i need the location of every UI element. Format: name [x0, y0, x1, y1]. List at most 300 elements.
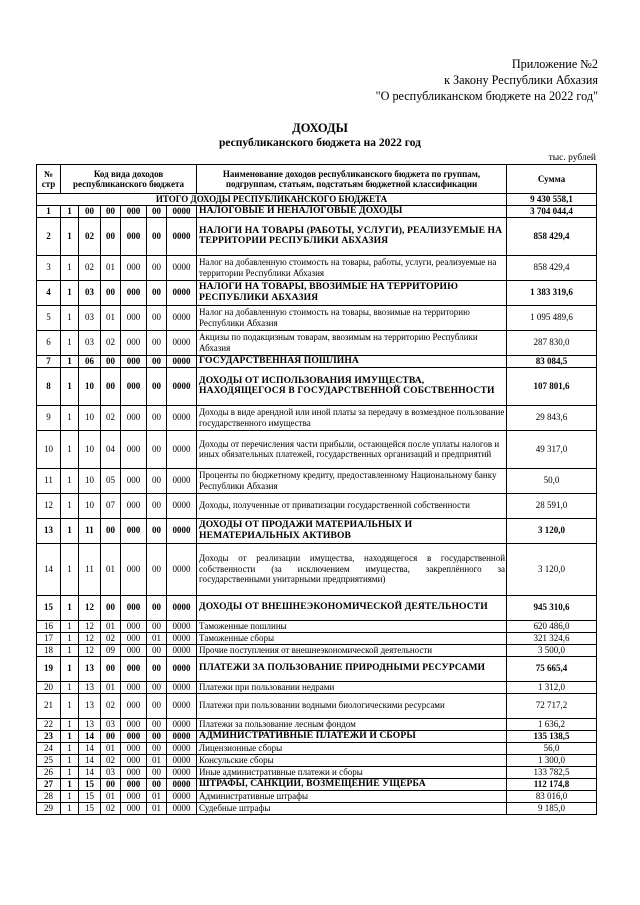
code-part-6: 0000: [167, 778, 197, 790]
revenue-sum: 72 717,2: [507, 693, 597, 718]
code-part-4: 000: [121, 620, 147, 632]
code-part-3: 01: [101, 255, 121, 280]
code-part-2: 13: [79, 681, 101, 693]
code-part-2: 12: [79, 632, 101, 644]
revenue-name: Лицензионные сборы: [197, 742, 507, 754]
code-part-5: 00: [147, 718, 167, 730]
code-part-1: 1: [61, 656, 79, 681]
table-row: [37, 790, 597, 802]
row-number: 3: [37, 255, 61, 280]
code-part-6: 0000: [167, 766, 197, 778]
code-part-3: 05: [101, 468, 121, 493]
code-part-3: 07: [101, 493, 121, 518]
table-row: [37, 280, 597, 305]
code-part-4: 000: [121, 802, 147, 814]
revenue-sum: 858 429,4: [507, 255, 597, 280]
code-part-5: 00: [147, 518, 167, 543]
code-part-2: 14: [79, 742, 101, 754]
code-part-4: 000: [121, 543, 147, 595]
table-row: [37, 754, 597, 766]
code-part-5: 00: [147, 620, 167, 632]
row-number: 21: [37, 693, 61, 718]
code-part-3: 02: [101, 330, 121, 355]
code-part-1: 1: [61, 543, 79, 595]
revenue-sum: 620 486,0: [507, 620, 597, 632]
row-number: 20: [37, 681, 61, 693]
code-part-6: 0000: [167, 693, 197, 718]
code-part-5: 00: [147, 644, 167, 656]
revenue-name: Платежи при пользовании недрами: [197, 681, 507, 693]
code-part-2: 11: [79, 543, 101, 595]
header-sum: Сумма: [507, 165, 597, 194]
code-part-3: 02: [101, 405, 121, 430]
code-part-6: 0000: [167, 802, 197, 814]
code-part-4: 000: [121, 656, 147, 681]
revenue-name: Таможенные сборы: [197, 632, 507, 644]
header-code: Код вида доходов республиканского бюджета: [61, 165, 197, 194]
code-part-6: 0000: [167, 754, 197, 766]
row-number: 11: [37, 468, 61, 493]
revenue-sum: 75 665,4: [507, 656, 597, 681]
code-part-3: 00: [101, 778, 121, 790]
row-number: 18: [37, 644, 61, 656]
table-row: [37, 595, 597, 620]
table-row: [37, 330, 597, 355]
code-part-6: 0000: [167, 644, 197, 656]
code-part-1: 1: [61, 632, 79, 644]
code-part-4: 000: [121, 730, 147, 742]
code-part-4: 000: [121, 518, 147, 543]
code-part-1: 1: [61, 430, 79, 468]
row-number: 17: [37, 632, 61, 644]
revenue-name: Доходы в виде арендной или иной платы за передачу в возмездное пользование государственного имущества: [197, 405, 507, 430]
code-part-2: 15: [79, 790, 101, 802]
code-part-4: 000: [121, 778, 147, 790]
code-part-6: 0000: [167, 280, 197, 305]
code-part-5: 00: [147, 681, 167, 693]
code-part-5: 00: [147, 280, 167, 305]
revenue-name: Прочие поступления от внешнеэкономической деятельности: [197, 644, 507, 656]
code-part-4: 000: [121, 367, 147, 405]
revenue-sum: 287 830,0: [507, 330, 597, 355]
code-part-4: 000: [121, 742, 147, 754]
revenue-name: Судебные штрафы: [197, 802, 507, 814]
code-part-4: 000: [121, 718, 147, 730]
revenue-name: Проценты по бюджетному кредиту, предоставленному Национальному банку Республики Абхазия: [197, 468, 507, 493]
code-part-2: 12: [79, 620, 101, 632]
table-row: [37, 693, 597, 718]
code-part-3: 00: [101, 595, 121, 620]
total-name: ИТОГО ДОХОДЫ РЕСПУБЛИКАНСКОГО БЮДЖЕТА: [37, 194, 507, 206]
table-row: [37, 493, 597, 518]
code-part-5: 00: [147, 205, 167, 217]
revenue-sum: 29 843,6: [507, 405, 597, 430]
revenue-sum: 858 429,4: [507, 217, 597, 255]
revenue-name: ШТРАФЫ, САНКЦИИ, ВОЗМЕЩЕНИЕ УЩЕРБА: [197, 778, 507, 790]
code-part-3: 00: [101, 280, 121, 305]
code-part-6: 0000: [167, 681, 197, 693]
code-part-6: 0000: [167, 430, 197, 468]
table-row: [37, 730, 597, 742]
code-part-5: 00: [147, 255, 167, 280]
revenue-sum: 1 312,0: [507, 681, 597, 693]
code-part-2: 02: [79, 255, 101, 280]
code-part-1: 1: [61, 255, 79, 280]
code-part-4: 000: [121, 430, 147, 468]
appendix-line-2: к Закону Республики Абхазия: [444, 73, 598, 87]
code-part-1: 1: [61, 280, 79, 305]
code-part-4: 000: [121, 693, 147, 718]
code-part-2: 11: [79, 518, 101, 543]
code-part-2: 06: [79, 355, 101, 367]
revenue-name: Платежи за пользование лесным фондом: [197, 718, 507, 730]
revenue-name: НАЛОГИ НА ТОВАРЫ, ВВОЗИМЫЕ НА ТЕРРИТОРИЮ РЕСПУБЛИКИ АБХАЗИЯ: [197, 280, 507, 305]
revenue-sum: 321 324,6: [507, 632, 597, 644]
code-part-5: 00: [147, 217, 167, 255]
table-row: [37, 620, 597, 632]
code-part-3: 00: [101, 205, 121, 217]
code-part-2: 00: [79, 205, 101, 217]
code-part-1: 1: [61, 217, 79, 255]
table-row: [37, 255, 597, 280]
code-part-4: 000: [121, 754, 147, 766]
code-part-6: 0000: [167, 255, 197, 280]
revenue-sum: 9 185,0: [507, 802, 597, 814]
revenue-name: Налог на добавленную стоимость на товары, ввозимые на территорию Республики Абхазия: [197, 305, 507, 330]
row-number: 25: [37, 754, 61, 766]
appendix-line-1: Приложение №2: [511, 57, 598, 71]
code-part-1: 1: [61, 620, 79, 632]
code-part-2: 14: [79, 730, 101, 742]
code-part-5: 00: [147, 656, 167, 681]
table-row: [37, 430, 597, 468]
code-part-2: 15: [79, 778, 101, 790]
revenue-name: ДОХОДЫ ОТ ПРОДАЖИ МАТЕРИАЛЬНЫХ И НЕМАТЕРИАЛЬНЫХ АКТИВОВ: [197, 518, 507, 543]
code-part-4: 000: [121, 632, 147, 644]
row-number: 1: [37, 205, 61, 217]
code-part-1: 1: [61, 330, 79, 355]
code-part-1: 1: [61, 367, 79, 405]
row-number: 8: [37, 367, 61, 405]
table-row: [37, 305, 597, 330]
table-row: [37, 205, 597, 217]
code-part-6: 0000: [167, 730, 197, 742]
revenue-name: ДОХОДЫ ОТ ИСПОЛЬЗОВАНИЯ ИМУЩЕСТВА, НАХОДЯЩЕГОСЯ В ГОСУДАРСТВЕННОЙ СОБСТВЕННОСТИ: [197, 367, 507, 405]
code-part-3: 00: [101, 730, 121, 742]
row-number: 28: [37, 790, 61, 802]
code-part-5: 00: [147, 778, 167, 790]
code-part-6: 0000: [167, 790, 197, 802]
code-part-6: 0000: [167, 330, 197, 355]
revenue-sum: 49 317,0: [507, 430, 597, 468]
document-title: ДОХОДЫ: [292, 121, 348, 135]
revenue-name: Доходы, полученные от приватизации государственной собственности: [197, 493, 507, 518]
revenue-sum: 945 310,6: [507, 595, 597, 620]
revenue-table: [36, 164, 597, 815]
code-part-4: 000: [121, 405, 147, 430]
code-part-3: 01: [101, 790, 121, 802]
code-part-4: 000: [121, 493, 147, 518]
code-part-6: 0000: [167, 632, 197, 644]
row-number: 14: [37, 543, 61, 595]
revenue-sum: 3 704 044,4: [507, 205, 597, 217]
code-part-1: 1: [61, 790, 79, 802]
code-part-4: 000: [121, 468, 147, 493]
table-row: [37, 468, 597, 493]
code-part-2: 12: [79, 644, 101, 656]
code-part-5: 00: [147, 730, 167, 742]
table-row: [37, 355, 597, 367]
revenue-name: НАЛОГОВЫЕ И НЕНАЛОГОВЫЕ ДОХОДЫ: [197, 205, 507, 217]
revenue-name: Доходы от реализации имущества, находящегося в государственной собственности (за исключением имущества, закреплённого за государственными унитарными предприятиями): [197, 543, 507, 595]
code-part-6: 0000: [167, 742, 197, 754]
code-part-6: 0000: [167, 543, 197, 595]
code-part-1: 1: [61, 778, 79, 790]
row-number: 13: [37, 518, 61, 543]
code-part-3: 00: [101, 656, 121, 681]
code-part-5: 00: [147, 405, 167, 430]
code-part-2: 02: [79, 217, 101, 255]
table-row: [37, 742, 597, 754]
code-part-3: 00: [101, 355, 121, 367]
revenue-sum: 3 120,0: [507, 543, 597, 595]
table-row: [37, 656, 597, 681]
code-part-5: 00: [147, 742, 167, 754]
code-part-3: 04: [101, 430, 121, 468]
code-part-3: 02: [101, 693, 121, 718]
revenue-name: ГОСУДАРСТВЕННАЯ ПОШЛИНА: [197, 355, 507, 367]
code-part-2: 14: [79, 754, 101, 766]
code-part-4: 000: [121, 355, 147, 367]
code-part-5: 00: [147, 367, 167, 405]
code-part-3: 01: [101, 742, 121, 754]
row-number: 22: [37, 718, 61, 730]
row-number: 4: [37, 280, 61, 305]
code-part-4: 000: [121, 280, 147, 305]
appendix-line-3: "О республиканском бюджете на 2022 год": [375, 89, 598, 103]
code-part-3: 01: [101, 543, 121, 595]
revenue-name: ПЛАТЕЖИ ЗА ПОЛЬЗОВАНИЕ ПРИРОДНЫМИ РЕСУРСАМИ: [197, 656, 507, 681]
revenue-name: НАЛОГИ НА ТОВАРЫ (РАБОТЫ, УСЛУГИ), РЕАЛИЗУЕМЫЕ НА ТЕРРИТОРИИ РЕСПУБЛИКИ АБХАЗИЯ: [197, 217, 507, 255]
code-part-1: 1: [61, 205, 79, 217]
total-sum: 9 430 558,1: [507, 194, 597, 206]
table-row: [37, 518, 597, 543]
code-part-6: 0000: [167, 493, 197, 518]
document-subtitle: республиканского бюджета на 2022 год: [219, 137, 421, 149]
code-part-6: 0000: [167, 367, 197, 405]
code-part-3: 00: [101, 367, 121, 405]
code-part-1: 1: [61, 681, 79, 693]
row-number: 24: [37, 742, 61, 754]
code-part-3: 02: [101, 754, 121, 766]
appendix-note: [376, 56, 598, 104]
code-part-2: 10: [79, 493, 101, 518]
code-part-3: 00: [101, 518, 121, 543]
row-number: 19: [37, 656, 61, 681]
revenue-sum: 112 174,8: [507, 778, 597, 790]
code-part-1: 1: [61, 518, 79, 543]
code-part-3: 03: [101, 718, 121, 730]
code-part-6: 0000: [167, 595, 197, 620]
revenue-name: Административные штрафы: [197, 790, 507, 802]
code-part-3: 01: [101, 681, 121, 693]
revenue-sum: 135 138,5: [507, 730, 597, 742]
code-part-1: 1: [61, 355, 79, 367]
revenue-sum: 83 016,0: [507, 790, 597, 802]
code-part-1: 1: [61, 468, 79, 493]
total-row: [37, 194, 597, 206]
row-number: 16: [37, 620, 61, 632]
table-row: [37, 644, 597, 656]
table-row: [37, 718, 597, 730]
code-part-2: 12: [79, 595, 101, 620]
revenue-name: Доходы от перечисления части прибыли, остающейся после уплаты налогов и иных обязательных платежей, государственных организаций и предприятий: [197, 430, 507, 468]
revenue-name: Консульские сборы: [197, 754, 507, 766]
code-part-5: 00: [147, 766, 167, 778]
code-part-5: 01: [147, 790, 167, 802]
table-row: [37, 405, 597, 430]
code-part-1: 1: [61, 718, 79, 730]
table-row: [37, 543, 597, 595]
revenue-name: Платежи при пользовании водными биологическими ресурсами: [197, 693, 507, 718]
code-part-3: 01: [101, 620, 121, 632]
code-part-6: 0000: [167, 468, 197, 493]
code-part-1: 1: [61, 766, 79, 778]
row-number: 23: [37, 730, 61, 742]
code-part-4: 000: [121, 205, 147, 217]
code-part-1: 1: [61, 644, 79, 656]
code-part-4: 000: [121, 330, 147, 355]
revenue-sum: 83 084,5: [507, 355, 597, 367]
code-part-3: 02: [101, 802, 121, 814]
code-part-2: 13: [79, 656, 101, 681]
revenue-sum: 50,0: [507, 468, 597, 493]
code-part-2: 03: [79, 280, 101, 305]
revenue-name: Налог на добавленную стоимость на товары, работы, услуги, реализуемые на территории Республики Абхазия: [197, 255, 507, 280]
code-part-2: 13: [79, 718, 101, 730]
row-number: 6: [37, 330, 61, 355]
code-part-6: 0000: [167, 217, 197, 255]
header-num: № стр: [37, 165, 61, 194]
code-part-6: 0000: [167, 656, 197, 681]
revenue-sum: 133 782,5: [507, 766, 597, 778]
code-part-4: 000: [121, 681, 147, 693]
unit-label: тыс. рублей: [548, 153, 596, 163]
code-part-1: 1: [61, 595, 79, 620]
code-part-2: 13: [79, 693, 101, 718]
revenue-sum: 1 300,0: [507, 754, 597, 766]
table-row: [37, 217, 597, 255]
code-part-1: 1: [61, 802, 79, 814]
code-part-6: 0000: [167, 355, 197, 367]
code-part-2: 14: [79, 766, 101, 778]
code-part-2: 10: [79, 430, 101, 468]
code-part-4: 000: [121, 644, 147, 656]
header-name: Наименование доходов республиканского бюджета по группам, подгруппам, статьям, подстатьям бюджетной классификации: [197, 165, 507, 194]
revenue-name: Акцизы по подакцизным товарам, ввозимым на территорию Республики Абхазия: [197, 330, 507, 355]
revenue-name: Таможенные пошлины: [197, 620, 507, 632]
row-number: 27: [37, 778, 61, 790]
code-part-1: 1: [61, 493, 79, 518]
code-part-5: 01: [147, 632, 167, 644]
code-part-3: 02: [101, 632, 121, 644]
table-row: [37, 632, 597, 644]
code-part-2: 03: [79, 330, 101, 355]
code-part-5: 00: [147, 693, 167, 718]
code-part-3: 01: [101, 305, 121, 330]
code-part-5: 00: [147, 468, 167, 493]
row-number: 29: [37, 802, 61, 814]
table-row: [37, 367, 597, 405]
code-part-1: 1: [61, 693, 79, 718]
revenue-sum: 3 500,0: [507, 644, 597, 656]
code-part-4: 000: [121, 255, 147, 280]
code-part-6: 0000: [167, 620, 197, 632]
code-part-5: 00: [147, 430, 167, 468]
code-part-5: 00: [147, 330, 167, 355]
row-number: 10: [37, 430, 61, 468]
revenue-sum: 28 591,0: [507, 493, 597, 518]
code-part-6: 0000: [167, 305, 197, 330]
code-part-5: 01: [147, 754, 167, 766]
revenue-sum: 1 636,2: [507, 718, 597, 730]
code-part-2: 15: [79, 802, 101, 814]
code-part-4: 000: [121, 790, 147, 802]
code-part-2: 03: [79, 305, 101, 330]
code-part-5: 00: [147, 493, 167, 518]
code-part-6: 0000: [167, 205, 197, 217]
code-part-1: 1: [61, 742, 79, 754]
revenue-sum: 56,0: [507, 742, 597, 754]
code-part-4: 000: [121, 595, 147, 620]
code-part-3: 09: [101, 644, 121, 656]
revenue-name: ДОХОДЫ ОТ ВНЕШНЕЭКОНОМИЧЕСКОЙ ДЕЯТЕЛЬНОСТИ: [197, 595, 507, 620]
row-number: 2: [37, 217, 61, 255]
row-number: 7: [37, 355, 61, 367]
revenue-sum: 3 120,0: [507, 518, 597, 543]
code-part-4: 000: [121, 217, 147, 255]
row-number: 9: [37, 405, 61, 430]
code-part-2: 10: [79, 405, 101, 430]
code-part-2: 10: [79, 468, 101, 493]
table-row: [37, 802, 597, 814]
revenue-name: Иные административные платежи и сборы: [197, 766, 507, 778]
code-part-5: 00: [147, 355, 167, 367]
code-part-1: 1: [61, 305, 79, 330]
code-part-5: 00: [147, 595, 167, 620]
revenue-name: АДМИНИСТРАТИВНЫЕ ПЛАТЕЖИ И СБОРЫ: [197, 730, 507, 742]
code-part-4: 000: [121, 305, 147, 330]
revenue-sum: 1 383 319,6: [507, 280, 597, 305]
row-number: 26: [37, 766, 61, 778]
code-part-3: 00: [101, 217, 121, 255]
code-part-3: 03: [101, 766, 121, 778]
code-part-5: 00: [147, 305, 167, 330]
code-part-6: 0000: [167, 405, 197, 430]
row-number: 5: [37, 305, 61, 330]
revenue-sum: 1 095 489,6: [507, 305, 597, 330]
code-part-4: 000: [121, 766, 147, 778]
table-row: [37, 766, 597, 778]
table-row: [37, 778, 597, 790]
code-part-1: 1: [61, 405, 79, 430]
code-part-6: 0000: [167, 518, 197, 543]
code-part-5: 00: [147, 543, 167, 595]
code-part-5: 01: [147, 802, 167, 814]
code-part-2: 10: [79, 367, 101, 405]
code-part-1: 1: [61, 730, 79, 742]
table-header-row: [37, 165, 597, 194]
